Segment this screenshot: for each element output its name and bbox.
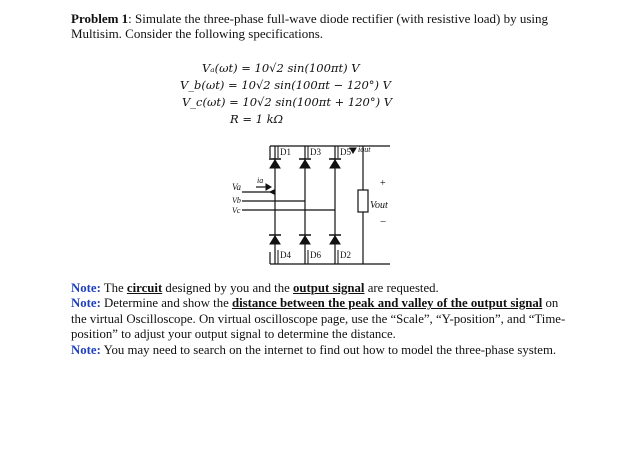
note-1-pre: The: [100, 281, 127, 295]
equation-vc: V_c(ωt) = 10√2 sin(100πt + 120°) V: [182, 95, 393, 109]
note-2-distance: distance between the peak and valley of the output signal: [231, 296, 543, 311]
note-1: [71, 281, 571, 296]
label-vout: Vout: [370, 200, 388, 211]
label-plus: +: [380, 178, 386, 189]
label-ia: ia: [257, 176, 264, 185]
note-2-label: Note:: [71, 296, 101, 311]
label-d5: D5: [340, 147, 351, 157]
note-3-label: Note:: [71, 342, 101, 357]
note-1-mid: designed by you and the: [162, 281, 294, 295]
label-minus: −: [380, 216, 387, 228]
note-1-label: Note:: [71, 281, 101, 295]
problem-text: : Simulate the three-phase full-wave diode rectifier (with resistive load) by using Multisim. Consider the following specifications.: [71, 11, 549, 41]
current-arrow-icon: [266, 184, 271, 190]
note-1-post: are requested.: [364, 281, 439, 295]
diode-d3-icon: [300, 160, 310, 168]
label-va: Va: [232, 182, 241, 192]
note-2: [71, 296, 571, 342]
label-d4: D4: [280, 250, 291, 260]
equations: [180, 60, 480, 128]
note-2-post: on the virtual Oscilloscope. On virtual oscilloscope page, use the “Scale”, “Y-position”, and “Time-position” to adjust your output signal to determine the distance.: [71, 296, 566, 342]
label-d1: D1: [280, 147, 291, 157]
label-d3: D3: [310, 147, 321, 157]
notes: [71, 281, 571, 358]
note-1-circuit: circuit: [126, 281, 163, 295]
label-vc: Vc: [232, 206, 241, 215]
note-3-text: You may need to search on the internet to find out how to model the three-phase system.: [100, 342, 557, 357]
rectifier-circuit: [230, 140, 410, 270]
problem-label: Problem 1: [71, 11, 129, 26]
note-1-output-signal: output signal: [293, 281, 365, 295]
equation-va: Vₐ(ωt) = 10√2 sin(100πt) V: [202, 61, 360, 75]
label-vb: Vb: [232, 196, 241, 205]
equation-vb: V_b(ωt) = 10√2 sin(100πt − 120°) V: [180, 78, 391, 92]
diode-d5-icon: [330, 160, 340, 168]
note-2-pre: Determine and show the: [100, 296, 232, 311]
diode-d1-icon: [270, 160, 280, 168]
label-d6: D6: [310, 250, 321, 260]
note-3: [71, 343, 571, 358]
diode-d2-icon: [330, 236, 340, 244]
label-iout: iout: [358, 145, 371, 154]
diode-d6-icon: [300, 236, 310, 244]
problem-statement: [71, 11, 571, 41]
label-d2: D2: [340, 250, 351, 260]
equation-r: R = 1 kΩ: [230, 112, 284, 126]
diode-d4-icon: [270, 236, 280, 244]
